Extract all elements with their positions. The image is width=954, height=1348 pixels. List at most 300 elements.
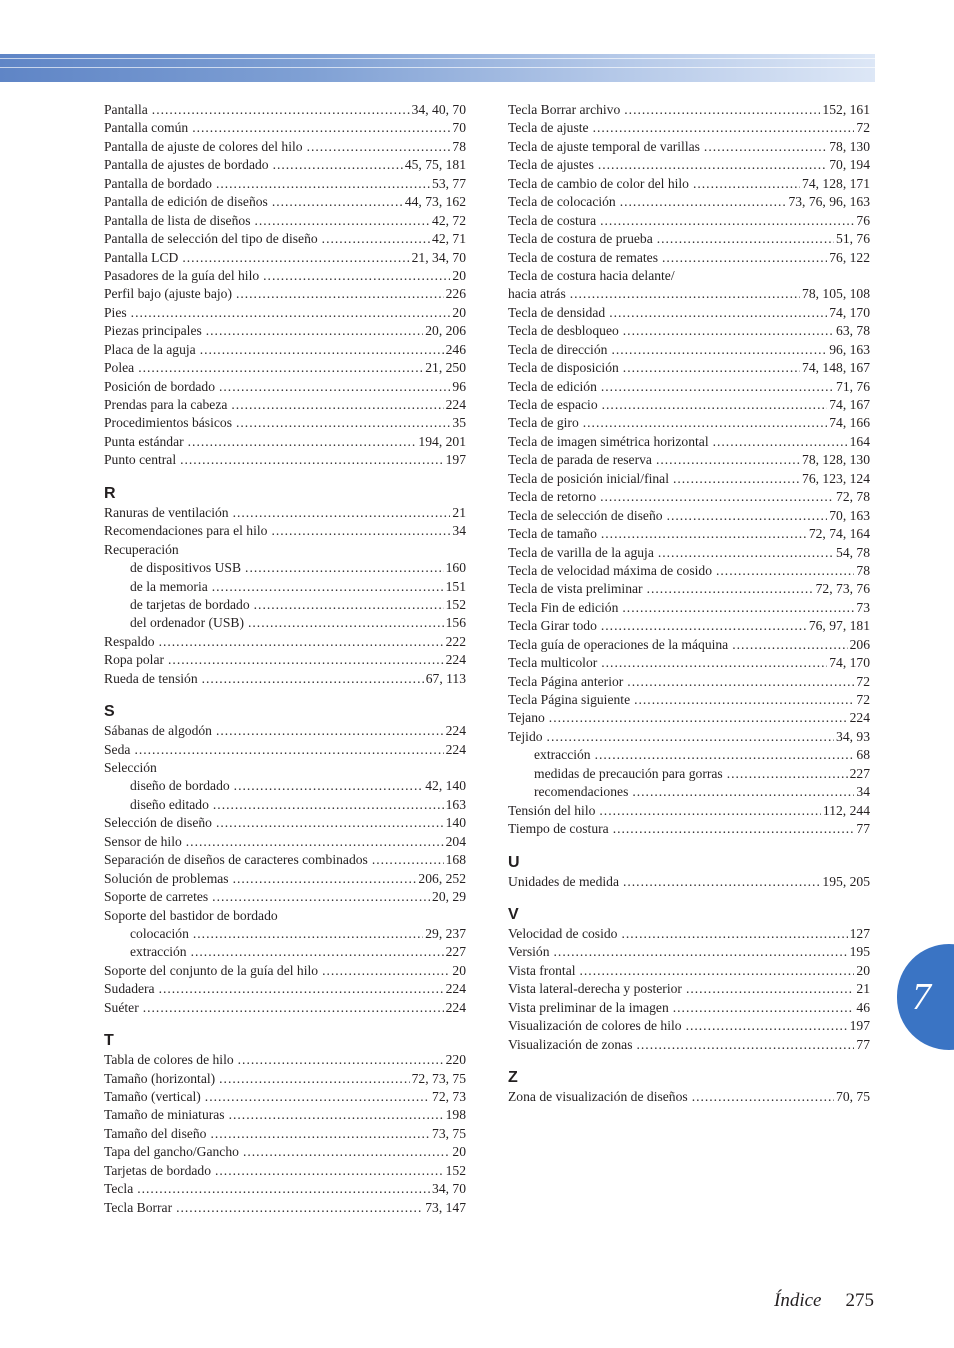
dot-leader	[667, 507, 828, 525]
index-entry	[104, 396, 466, 414]
index-entry	[104, 212, 466, 230]
dot-leader	[322, 230, 430, 248]
dot-leader	[182, 249, 409, 267]
index-entry	[104, 304, 466, 322]
index-page-refs: 68	[856, 747, 870, 763]
index-term: hacia atrás	[508, 286, 566, 302]
dot-leader	[200, 341, 444, 359]
index-entry	[508, 451, 870, 469]
index-term: Tecla de ajustes	[508, 157, 594, 173]
index-page-refs: 71, 76	[836, 378, 870, 394]
index-page-refs: 151	[445, 578, 466, 594]
dot-leader	[598, 156, 827, 174]
index-term: Tecla de selección de diseño	[508, 507, 663, 523]
index-page-refs: 76, 123, 124	[802, 470, 870, 486]
index-term: Tecla de costura	[508, 212, 597, 228]
index-term: Pantalla común	[104, 120, 189, 136]
index-page-refs: 206	[849, 636, 870, 652]
dot-leader	[180, 451, 444, 469]
index-page-refs: 224	[445, 397, 466, 412]
index-term: extracción	[534, 747, 591, 763]
index-page-refs: 112, 244	[822, 802, 870, 818]
index-entry	[508, 433, 870, 451]
dot-leader	[727, 765, 848, 783]
index-entry	[508, 691, 870, 709]
dot-leader	[212, 888, 430, 906]
dot-leader	[307, 138, 451, 156]
index-entry	[104, 175, 466, 193]
index-page-refs: 224	[849, 710, 870, 726]
index-entry	[508, 999, 870, 1017]
index-entry	[508, 156, 870, 174]
header-banner	[0, 54, 875, 82]
index-page-refs: 74, 170	[829, 655, 870, 671]
index-page-refs: 20	[452, 304, 466, 320]
dot-leader	[583, 414, 827, 432]
dot-leader	[254, 212, 430, 230]
dot-leader	[686, 1017, 848, 1035]
index-entry	[104, 980, 466, 998]
index-page-refs: 224	[445, 723, 466, 739]
index-term: Tiempo de costura	[508, 821, 609, 837]
index-page-refs: 127	[849, 925, 870, 941]
dot-leader	[236, 285, 444, 303]
dot-leader	[159, 980, 444, 998]
index-page-refs: 72, 73, 75	[411, 1070, 466, 1086]
index-page-refs: 78, 105, 108	[802, 286, 870, 302]
index-entry	[104, 101, 466, 119]
index-page-refs: 44, 73, 162	[404, 194, 466, 210]
index-page-refs: 70, 163	[829, 507, 870, 523]
dot-leader	[570, 285, 800, 303]
dot-leader	[212, 578, 444, 596]
index-entry	[104, 759, 466, 777]
index-term: Pies	[104, 304, 127, 320]
index-term: Velocidad de cosido	[508, 925, 618, 941]
index-page-refs: 34, 70	[432, 1181, 466, 1197]
index-page-refs: 34, 40, 70	[411, 102, 466, 117]
index-page-refs: 54, 78	[836, 544, 870, 560]
index-term: Unidades de medida	[508, 873, 619, 889]
dot-leader	[623, 359, 800, 377]
index-page-refs: 222	[445, 633, 466, 649]
index-term: Recomendaciones para el hilo	[104, 523, 268, 539]
index-subentry	[104, 559, 466, 577]
index-letter-heading: V	[508, 905, 519, 923]
index-page-refs: 72, 73	[432, 1089, 466, 1104]
banner-stripe	[0, 58, 875, 59]
index-entry	[104, 285, 466, 303]
index-letter-heading: U	[508, 853, 520, 871]
index-page-refs: 206, 252	[418, 870, 466, 886]
index-page-refs: 194, 201	[418, 433, 466, 449]
index-page-refs: 67, 113	[425, 670, 466, 686]
index-entry	[508, 728, 870, 746]
index-entry	[508, 562, 870, 580]
index-entry	[508, 359, 870, 377]
dot-leader	[623, 322, 834, 340]
index-term: Vista lateral-derecha y posterior	[508, 981, 682, 997]
index-entry	[508, 414, 870, 432]
index-term: Polea	[104, 360, 135, 376]
index-term: Soporte de carretes	[104, 889, 209, 905]
index-page-refs: 227	[445, 944, 466, 960]
index-entry	[104, 1088, 466, 1106]
index-entry	[508, 396, 870, 414]
dot-leader	[236, 414, 450, 432]
index-entry	[508, 580, 870, 598]
dot-leader	[620, 193, 787, 211]
index-entry	[508, 488, 870, 506]
index-term: Zona de visualización de diseños	[508, 1089, 688, 1104]
index-entry	[104, 267, 466, 285]
index-page-refs: 195	[849, 944, 870, 960]
index-page-refs: 76, 97, 181	[808, 618, 870, 634]
index-page-refs: 45, 75, 181	[404, 157, 466, 173]
index-page-refs: 20	[452, 962, 466, 978]
index-term: Tecla guía de operaciones de la máquina	[508, 636, 729, 652]
index-term: Tecla Página siguiente	[508, 692, 631, 707]
dot-leader	[716, 562, 854, 580]
index-entry	[508, 636, 870, 654]
index-entry	[104, 138, 466, 156]
dot-leader	[254, 596, 444, 614]
index-page-refs: 204	[445, 833, 466, 849]
banner-stripe	[0, 67, 875, 68]
index-page-refs: 73, 75	[432, 1125, 466, 1141]
index-term: Solución de problemas	[104, 870, 229, 886]
index-subentry	[104, 796, 466, 814]
index-entry	[104, 1106, 466, 1124]
index-entry	[104, 651, 466, 669]
index-entry	[508, 1036, 870, 1054]
index-page-refs: 20, 206	[425, 323, 466, 339]
index-subentry	[104, 777, 466, 795]
index-entry	[104, 249, 466, 267]
index-entry	[508, 101, 870, 119]
dot-leader	[602, 396, 828, 414]
dot-leader	[272, 193, 403, 211]
index-term: Piezas principales	[104, 323, 202, 339]
dot-leader	[273, 156, 403, 174]
dot-leader	[192, 119, 450, 137]
index-entry	[508, 525, 870, 543]
index-entry	[104, 451, 466, 469]
dot-leader	[621, 925, 847, 943]
dot-leader	[152, 101, 410, 119]
index-term: recomendaciones	[534, 784, 629, 800]
index-term: del ordenador (USB)	[130, 615, 245, 631]
index-subentry	[104, 943, 466, 961]
page-number: 275	[845, 1290, 874, 1311]
index-page-refs: 29, 237	[425, 925, 466, 941]
index-entry	[104, 814, 466, 832]
index-term: Soporte del bastidor de bordado	[104, 907, 278, 923]
index-entry	[508, 304, 870, 322]
index-page-refs: 226	[445, 286, 466, 302]
dot-leader	[191, 943, 444, 961]
index-page-refs: 51, 76	[836, 231, 870, 247]
dot-leader	[623, 873, 820, 891]
index-page-refs: 76, 122	[829, 249, 870, 265]
index-entry	[104, 433, 466, 451]
index-page-refs: 197	[445, 452, 466, 468]
index-entry	[104, 1070, 466, 1088]
index-page-refs: 34	[856, 784, 870, 800]
index-entry	[508, 802, 870, 820]
index-term: Tamaño (vertical)	[104, 1089, 201, 1104]
dot-leader	[143, 999, 444, 1017]
dot-leader	[215, 1162, 444, 1180]
dot-leader	[168, 651, 444, 669]
index-entry	[508, 962, 870, 980]
index-term: Pantalla de ajustes de bordado	[104, 157, 269, 173]
index-page-refs: 21, 34, 70	[411, 249, 466, 265]
index-subentry	[104, 578, 466, 596]
index-page-refs: 77	[856, 1036, 870, 1052]
dot-leader	[673, 470, 800, 488]
index-term: Pantalla de edición de diseños	[104, 194, 268, 210]
index-entry	[508, 925, 870, 943]
index-term: de dispositivos USB	[130, 560, 242, 576]
index-page-refs: 42, 71	[432, 231, 466, 247]
dot-leader	[662, 249, 827, 267]
index-page-refs: 224	[445, 999, 466, 1015]
index-page-refs: 220	[445, 1052, 466, 1068]
index-term: diseño editado	[130, 796, 209, 812]
index-page-refs: 34, 93	[836, 728, 870, 744]
dot-leader	[238, 1051, 444, 1069]
index-page-refs: 77	[856, 821, 870, 837]
index-term: de la memoria	[130, 578, 208, 594]
index-term: Tecla de giro	[508, 415, 579, 431]
index-page-refs: 78, 128, 130	[802, 452, 870, 468]
index-entry	[508, 617, 870, 635]
dot-leader	[549, 709, 848, 727]
index-term: Posición de bordado	[104, 378, 216, 394]
index-term: Tejido	[508, 728, 543, 744]
index-term: Tamaño del diseño	[104, 1125, 207, 1141]
dot-leader	[580, 962, 855, 980]
index-page-refs: 72	[856, 692, 870, 707]
dot-leader	[213, 796, 444, 814]
index-page-refs: 73	[856, 599, 870, 615]
index-entry	[508, 322, 870, 340]
dot-leader	[210, 1125, 430, 1143]
index-entry	[104, 870, 466, 888]
index-term: Respaldo	[104, 633, 155, 649]
index-entry	[104, 999, 466, 1017]
index-entry	[508, 470, 870, 488]
index-term: Placa de la aguja	[104, 341, 196, 357]
dot-leader	[624, 101, 820, 119]
page-footer	[774, 1290, 874, 1312]
index-term: Tecla de colocación	[508, 194, 616, 210]
index-page-refs: 63, 78	[836, 323, 870, 339]
dot-leader	[634, 691, 854, 709]
dot-leader	[601, 378, 834, 396]
dot-leader	[609, 304, 827, 322]
index-term: Tecla de retorno	[508, 489, 597, 505]
index-page-refs: 70	[452, 120, 466, 136]
dot-leader	[322, 962, 450, 980]
index-term: extracción	[130, 944, 187, 960]
dot-leader	[656, 451, 800, 469]
dot-leader	[704, 138, 827, 156]
index-page-refs: 152, 161	[822, 102, 870, 117]
index-entry	[508, 709, 870, 727]
index-column-left	[104, 101, 466, 1217]
index-entry	[508, 230, 870, 248]
index-entry	[508, 341, 870, 359]
index-page-refs: 42, 140	[425, 778, 466, 794]
index-term: Ranuras de ventilación	[104, 504, 229, 520]
index-term: Pantalla de lista de diseños	[104, 212, 251, 228]
index-page-refs: 73, 76, 96, 163	[788, 194, 870, 210]
index-page-refs: 140	[445, 815, 466, 831]
dot-leader	[229, 1106, 444, 1124]
index-entry	[104, 851, 466, 869]
index-page-refs: 74, 148, 167	[802, 360, 870, 376]
dot-leader	[248, 614, 444, 632]
index-term: Prendas para la cabeza	[104, 397, 228, 412]
index-page-refs: 21	[452, 504, 466, 520]
index-entry	[104, 888, 466, 906]
index-term: Tecla multicolor	[508, 655, 598, 671]
index-page-refs: 70, 194	[829, 157, 870, 173]
index-entry	[104, 670, 466, 688]
index-subentry	[508, 746, 870, 764]
index-term: Visualización de colores de hilo	[508, 1018, 682, 1034]
index-term: Pantalla LCD	[104, 249, 179, 265]
index-page-refs: 70, 75	[836, 1089, 870, 1104]
index-entry	[104, 230, 466, 248]
dot-leader	[137, 1180, 430, 1198]
index-entry	[104, 1143, 466, 1161]
index-entry	[104, 907, 466, 925]
index-term: Tecla de dirección	[508, 341, 608, 357]
index-term: Sudadera	[104, 981, 155, 997]
dot-leader	[216, 175, 430, 193]
dot-leader	[611, 341, 827, 359]
index-letter-heading: R	[104, 484, 116, 502]
index-entry	[508, 673, 870, 691]
dot-leader	[206, 322, 423, 340]
index-page-refs: 74, 170	[829, 304, 870, 320]
index-term: Tecla de disposición	[508, 360, 619, 376]
index-entry	[508, 873, 870, 891]
index-entry	[104, 522, 466, 540]
index-page-refs: 21	[856, 981, 870, 997]
index-letter-heading: S	[104, 703, 115, 721]
index-page-refs: 164	[849, 433, 870, 449]
index-entry	[104, 414, 466, 432]
index-entry	[508, 544, 870, 562]
index-entry	[508, 654, 870, 672]
index-page-refs: 197	[849, 1018, 870, 1034]
index-page-refs: 78, 130	[829, 138, 870, 154]
dot-leader	[732, 636, 847, 654]
dot-leader	[693, 175, 800, 193]
index-term: Tecla de parada de reserva	[508, 452, 652, 468]
index-page-refs: 78	[856, 562, 870, 578]
index-entry	[104, 1180, 466, 1198]
index-entry	[104, 1051, 466, 1069]
index-page-refs: 74, 167	[829, 397, 870, 412]
dot-leader	[627, 673, 854, 691]
index-term: Tecla de varilla de la aguja	[508, 544, 654, 560]
dot-leader	[657, 230, 834, 248]
dot-leader	[554, 943, 848, 961]
index-page-refs: 72	[856, 673, 870, 689]
dot-leader	[188, 433, 417, 451]
index-entry	[104, 193, 466, 211]
dot-leader	[601, 525, 807, 543]
index-entry	[508, 507, 870, 525]
index-entry	[508, 599, 870, 617]
dot-leader	[263, 267, 450, 285]
index-entry	[104, 741, 466, 759]
index-entry	[508, 1017, 870, 1035]
index-term: de tarjetas de bordado	[130, 596, 250, 612]
index-page-refs: 72	[856, 120, 870, 136]
index-term: Ropa polar	[104, 652, 165, 668]
dot-leader	[547, 728, 834, 746]
index-entry	[104, 378, 466, 396]
index-term: Tarjetas de bordado	[104, 1162, 211, 1178]
dot-leader	[233, 504, 451, 522]
index-term: Tecla de imagen simétrica horizontal	[508, 433, 709, 449]
dot-leader	[601, 654, 827, 672]
index-page-refs: 76	[856, 212, 870, 228]
index-term: Suéter	[104, 999, 139, 1015]
index-page-refs: 74, 166	[829, 415, 870, 431]
index-term: Tecla de desbloqueo	[508, 323, 619, 339]
index-column-right	[508, 101, 870, 1106]
index-term: Pantalla de selección del tipo de diseño	[104, 231, 318, 247]
index-entry	[508, 1088, 870, 1106]
index-entry	[104, 1199, 466, 1217]
index-term: Tamaño (horizontal)	[104, 1070, 216, 1086]
dot-leader	[234, 777, 424, 795]
index-term: Perfil bajo (ajuste bajo)	[104, 286, 232, 302]
index-page-refs: 163	[445, 796, 466, 812]
dot-leader	[138, 359, 423, 377]
index-term: Tecla de vista preliminar	[508, 581, 643, 597]
dot-leader	[599, 802, 821, 820]
index-subentry	[104, 596, 466, 614]
index-term: Selección de diseño	[104, 815, 212, 831]
index-page-refs: 160	[445, 560, 466, 576]
dot-leader	[216, 814, 444, 832]
index-page-refs: 152	[445, 596, 466, 612]
dot-leader	[131, 304, 451, 322]
dot-leader	[632, 783, 854, 801]
index-entry	[508, 267, 870, 285]
index-page-refs: 198	[445, 1107, 466, 1123]
index-term: Tecla de espacio	[508, 397, 598, 412]
dot-leader	[600, 488, 834, 506]
index-entry	[104, 1162, 466, 1180]
index-term: Separación de diseños de caracteres combinados	[104, 852, 368, 868]
index-term: Tecla de costura de prueba	[508, 231, 653, 247]
index-page-refs: 195, 205	[822, 873, 870, 889]
index-entry	[508, 138, 870, 156]
index-term: Tecla Girar todo	[508, 618, 597, 634]
index-term: Tabla de colores de hilo	[104, 1052, 234, 1068]
index-entry	[104, 504, 466, 522]
dot-leader	[176, 1199, 423, 1217]
